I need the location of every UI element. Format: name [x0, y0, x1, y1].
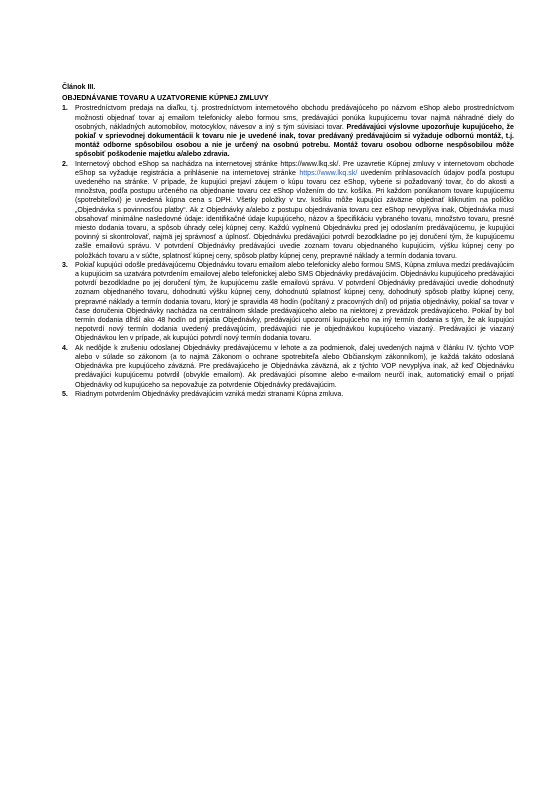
item-text: Prostredníctvom predaja na diaľku, t.j. prostredníctvom internetového obchodu predávajúceho po názvom eShop alebo prostredníctvom možnosti objednať tovar aj emailom telefonicky alebo formou sms, predávajúci ponúka kupujúcemu tovar najmä náhradné diely do osobných, nákladných automobilov, motocyklov, návesov a iný s tým súvisiaci tovar. [75, 105, 514, 131]
item-text-continued: uvedením prihlasovacích údajov podľa postupu uvedeného na stránke. V prípade, že kupujúci prejaví záujem o kúpu tovaru cez eShop, vyberie si požadovaný tovar, čo do akosti a množstva, podľa postupu určeného na objednanie tovaru cez eShop vložením do tzv. košíka. Pri každom ponúkanom tovare kupujúcemu (spotrebiteľovi) je uvedená kúpna cena s DPH. Všetky položky v tzv. košíku môže kupujúci záväzne objednať kliknutím na políčko „Objednávka s povinnosťou platby“. Ak z Objednávky a/alebo z postupu objednávania tovaru cez eShop nevyplýva inak, Objednávka musí obsahovať minimálne nasledovné údaje: identifikačné údaje kupujúceho, názov a špecifikáciu vybraného tovaru, množstvo tovaru, presné miesto dodania tovaru, a spôsob úhrady celej kúpnej ceny. Každú vyplnenú Objednávku pred jej odoslaním predávajúcemu, je kupujúci povinný si skontrolovať, najmä jej správnosť a úplnosť. Objednávku predávajúci potvrdí bezodkladne po jej doručení tým, že kupujúcemu zašle emailovú správu. V potvrdení Objednávky predávajúci uvedie zoznam tovaru objednaného kupujúcim, výšku kúpnej ceny po položkách tovaru a v súčte, splatnosť kúpnej ceny, spôsob platby kúpnej ceny, prepravné náklady a termín dodania tovaru. [75, 169, 515, 260]
item-text: Pokiaľ kupujúci odošle predávajúcemu Objednávku tovaru emailom alebo telefonicky alebo formou SMS, Kúpna zmluva medzi predávajúcim a kupujúcim sa uzatvára potvrdením emailovej alebo telefonickej alebo SMS Objednávky predávajúcim. Objednávku kupujúceho predávajúci potvrdí bezodkladne po jej doručení tým, že kupujúcemu zašle emailovú správu. V potvrdení Objednávky predávajúci uvedie dohodnutý zoznam objednaného tovaru, dohodnutú výšku kúpnej ceny, dohodnutú splatnosť kúpnej ceny, dohodnutý spôsob platby kúpnej ceny, prepravné náklady a termín dodania tovaru, ktorý je spravidla 48 hodín (počítaný z pracovných dní) od prijatia objednávky, pokiaľ sa tovar v čase doručenia Objednávky nachádza na centrálnom sklade predávajúceho alebo na niektorej z prevádzok predávajúceho. Pokiaľ by bol termín dodania dlhší ako 48 hodín od prijatia Objednávky, predávajúci upozorní kupujúceho na iný termín dodania s tým, že ak kupujúci nepotvrdí nový termín dodania uvedený predávajúcim, predávajúci nie je objednávkou kupujúceho viazaný. Predávajúci je viazaný Objednávkou len v prípade, ak kupujúci potvrdí nový termín dodania tovaru. [75, 261, 514, 343]
item-number: 4. [62, 344, 68, 352]
list-item [62, 261, 514, 344]
item-bold-notice: Predávajúci výslovne upozorňuje kupujúceho, že pokiaľ v sprievodnej dokumentácii k tovaru nie je uvedené inak, tovar predávaný predávajúcim si vyžaduje odbornú montáž, t.j. montáž odborne spôsobilou osobou a nie je určený na osobnú potrebu. Montáž tovaru osobou odborne nespôsobilou môže spôsobiť poškodenie majetku a/alebo zdravia. [75, 123, 514, 159]
article-title: Článok III. [62, 84, 96, 91]
item-text: Riadnym potvrdením Objednávky predávajúcim vzniká medzi stranami Kúpna zmluva. [75, 390, 344, 398]
list-item [62, 344, 514, 390]
item-number: 2. [62, 160, 68, 168]
item-text: Ak nedôjde k zrušeniu odoslanej Objednávky predávajúcemu v lehote a za podmienok, ďalej uvedených najmä v článku IV. týchto VOP alebo v súlade so zákonom (a to najmä Zákonom o ochrane spotrebiteľa alebo Občianskym zákonníkom), je každá takáto odoslaná Objednávka pre kupujúceho záväzná. Pre predávajúceho je Objednávka záväzná, ak z týchto VOP nevyplýva inak, až keď Objednávku predávajúci kupujúcemu potvrdil (obvykle emailom). Ak predávajúci písomne alebo e-mailom neurčí inak, automatický email o prijatí Objednávky od kupujúceho sa nepovažuje za potvrdenie Objednávky predávajúcim. [75, 344, 514, 389]
lkq-link[interactable]: https://www.lkq.sk/ [299, 169, 358, 177]
list-item [62, 104, 514, 159]
section-heading: OBJEDNÁVANIE TOVARU A UZATVORENIE KÚPNEJ ZMLUVY [62, 95, 269, 103]
item-number: 5. [62, 390, 68, 398]
list-item [62, 160, 514, 261]
item-number: 3. [62, 261, 68, 269]
clause-list [62, 104, 514, 399]
list-item [62, 390, 514, 399]
item-text: Internetový obchod eShop sa nachádza na internetovej stránke https://www.lkq.sk/. Pre uzavretie Kúpnej zmluvy v internetovom obchode eShop sa vyžaduje registrácia a prihlásenie na internetovej stránke [75, 160, 514, 177]
item-number: 1. [62, 105, 68, 113]
document-page [62, 83, 514, 399]
